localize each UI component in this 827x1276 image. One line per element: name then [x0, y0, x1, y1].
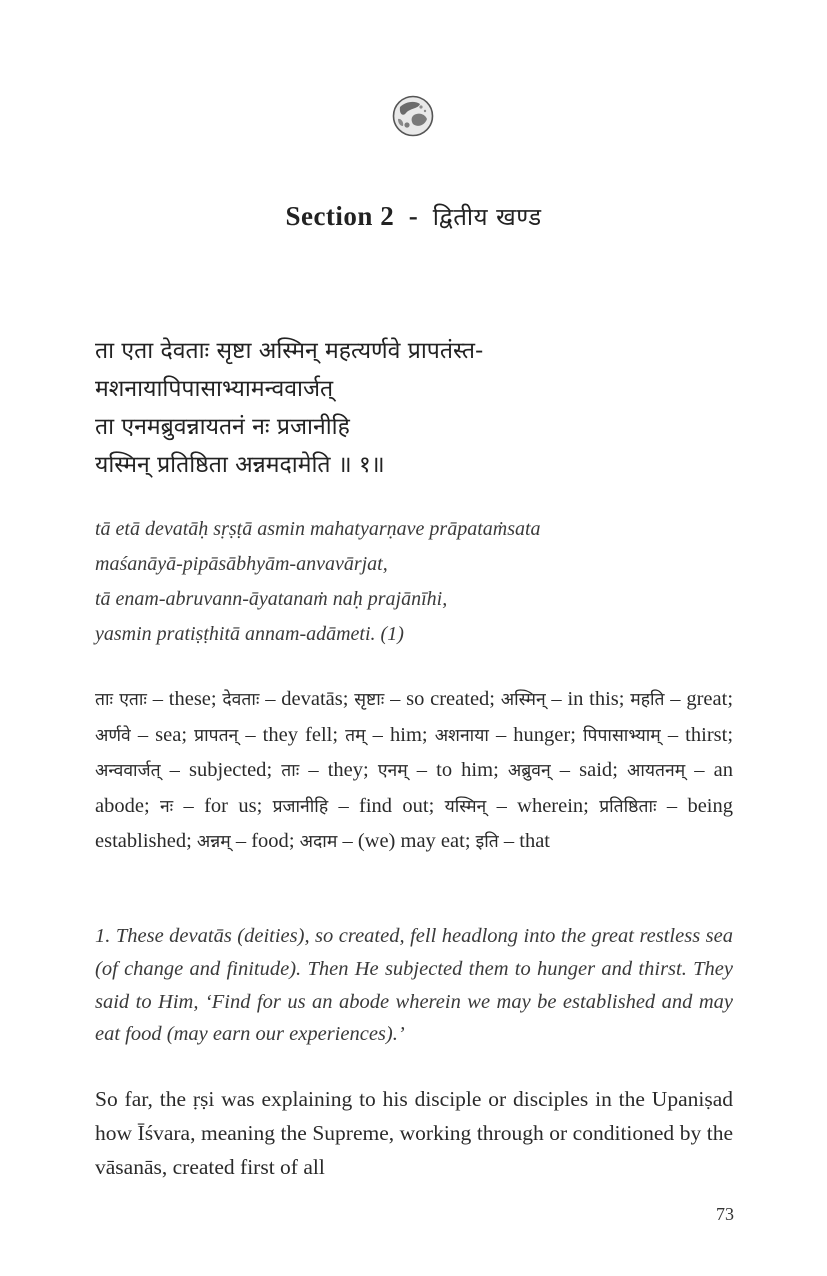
glossary-meaning: hunger	[513, 723, 571, 746]
glossary-word: प्रतिष्ठिताः	[599, 796, 657, 817]
glossary-meaning: they fell	[262, 723, 333, 746]
glossary-meaning: an abode	[95, 759, 733, 817]
commentary: So far, the ṛṣi was explaining to his disciple or disciples in the Upaniṣad how Īśvara, meaning the Supreme, working through or conditioned by the vāsanās, created first of all	[95, 1087, 733, 1179]
verse-line: ता एता देवताः सृष्टा अस्मिन् महत्यर्णवे प्रापतंस्त-	[95, 338, 484, 364]
verse-line: ता एनमब्रुवन्नायतनं नः प्रजानीहि	[95, 414, 350, 440]
glossary-meaning: subjected	[189, 759, 267, 782]
glossary-word: अन्ववार्जत्	[95, 761, 161, 782]
glossary-word: अब्रुवन्	[507, 761, 551, 782]
transliteration	[95, 512, 735, 652]
glossary-meaning: these	[168, 688, 211, 710]
glossary-word: अशनाया	[434, 725, 489, 746]
glossary-word: अदाम	[299, 832, 338, 853]
glossary-meaning: in this	[567, 688, 619, 710]
glossary-meaning: so created	[406, 688, 490, 710]
glossary-word: अर्णवे	[95, 725, 131, 746]
sanskrit-verse	[95, 332, 745, 484]
transliteration-line: maśanāyā-pipāsābhyām-anvavārjat,	[95, 553, 388, 575]
transliteration-line: tā enam-abruvann-āyatanaṁ naḥ prajānīhi,	[95, 588, 448, 610]
glossary-meaning: devatās	[281, 688, 343, 710]
glossary-word: महति	[630, 690, 665, 710]
glossary-meaning: sea	[155, 723, 182, 746]
glossary-meaning: being established	[95, 794, 733, 853]
glossary-word: आयतनम्	[626, 761, 686, 782]
glossary-meaning: (we) may eat	[357, 830, 465, 853]
glossary-meaning: him	[390, 723, 422, 746]
page-number: 73	[716, 1204, 734, 1224]
translation: 1. These devatās (deities), so created, fell headlong into the great restless sea (of change and finitude). Then He subjected them to hunger and thirst. They said to Him, ‘Find for us an abode wherein we may be established and may eat food (may earn our experiences).’	[95, 925, 733, 1046]
section-devanagari-title: द्वितीय खण्ड	[432, 203, 542, 231]
glossary-word: इति	[475, 832, 499, 853]
glossary-word: नः	[159, 796, 174, 817]
section-dash: -	[408, 201, 419, 231]
glossary-meaning: wherein	[517, 794, 584, 817]
glossary-meaning: great	[686, 688, 728, 710]
glossary-meaning: food	[251, 830, 289, 853]
glossary-word: देवताः	[222, 690, 260, 710]
glossary-word: सृष्टाः	[354, 690, 385, 710]
moon-icon	[392, 95, 434, 137]
glossary-meaning: they	[327, 759, 364, 782]
verse-line: मशनायापिपासाभ्यामन्ववार्जत्	[95, 376, 334, 402]
transliteration-line: tā etā devatāḥ sṛṣṭā asmin mahatyarṇave prāpataṁsata	[95, 518, 541, 540]
glossary-word: तम्	[345, 725, 366, 746]
section-label: Section 2	[285, 201, 395, 231]
glossary-word: अन्नम्	[196, 832, 231, 853]
verse-line: यस्मिन् प्रतिष्ठिता अन्नमदामेति ॥ १॥	[95, 452, 385, 478]
glossary-meaning: find out	[359, 794, 429, 817]
glossary-word: प्रापतन्	[194, 725, 239, 746]
glossary-word: यस्मिन्	[444, 796, 487, 817]
glossary-word: पिपासाभ्याम्	[583, 725, 661, 746]
section-heading	[0, 200, 827, 233]
glossary-meaning: thirst	[685, 723, 728, 746]
glossary-meaning: that	[519, 830, 550, 853]
glossary-meaning: to him	[436, 759, 494, 782]
transliteration-line: yasmin pratiṣṭhitā annam-adāmeti. (1)	[95, 623, 404, 645]
glossary-word: अस्मिन्	[500, 690, 546, 710]
glossary-meaning: for us	[204, 794, 257, 817]
word-meanings: ताः एताः – these; देवताः – devatās; सृष्टाः – so created; अस्मिन् – in this; महति – great; अर्णवे – sea; प्रापतन् – they fell; तम् – him; अशनाया – hunger; पिपासाभ्याम् – thirst; अन्ववार्जत् – subjected; ताः – they; एनम् – to him; अब्रुवन् – said; आयतनम् – an abode; नः – for us; प्रजानीहि – find out; यस्मिन् – wherein; प्रतिष्ठिताः – being established; अन्नम् – food; अदाम – (we) may eat; इति – that	[95, 688, 734, 853]
glossary-word: प्रजानीहि	[272, 796, 329, 817]
glossary-meaning: said	[579, 759, 613, 782]
glossary-word: एनम्	[377, 761, 408, 782]
glossary-word: ताः एताः	[95, 690, 147, 710]
glossary-word: ताः	[281, 761, 300, 782]
